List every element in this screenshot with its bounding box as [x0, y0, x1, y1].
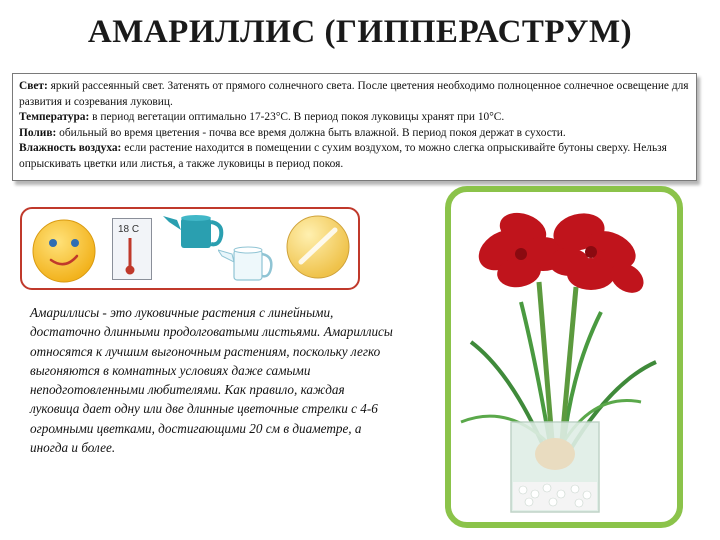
smiley-sun-icon	[31, 218, 97, 289]
thermometer-label: 18 С	[118, 224, 140, 235]
watering-can-blue-icon	[163, 210, 225, 257]
amaryllis-photo	[445, 186, 683, 528]
care-watering	[19, 126, 690, 142]
care-humidity	[19, 141, 690, 172]
care-watering-text: обильный во время цветения - почва все время должна быть влажной. В период покоя держат в сухости.	[56, 126, 566, 139]
watering-can-light-icon	[218, 240, 274, 289]
care-humidity-text: если растение находится в помещении с сухим воздухом, то можно слегка опрыскивайте бутоны сверху. Нельзя опрыскивать цветки или листья, а также луковицы в период покоя.	[19, 142, 667, 170]
page-title: АМАРИЛЛИС (ГИППЕРАСТРУМ)	[87, 14, 633, 50]
care-light-text: яркий рассеянный свет. Затенять от прямого солнечного света. После цветения необходимо полноценное солнечное освещение для развития и созревания луковиц.	[19, 80, 689, 108]
care-temperature	[19, 110, 690, 126]
half-shade-icon	[285, 214, 351, 285]
care-light-label: Свет:	[19, 80, 48, 92]
care-info-box	[12, 73, 697, 181]
plant-description: Амариллисы - это луковичные растения с линейными, достаточно длинными продолговатыми листьями. Амариллисы относятся к лучшим выгоночным растениям, поскольку легко выгоняются в комнатных условиях даже самыми неподготовленными любителями. Как правило, каждая луковица дает одну или две длинные цветочные стрелки с 4-6 огромными цветками, достигающими 20 см в диаметре, а иногда и более.	[30, 305, 393, 456]
care-temperature-label: Температура:	[19, 111, 90, 124]
care-temperature-text: в период вегетации оптимально 17-23°С. В период покоя луковицы хранят при 10°С.	[89, 111, 505, 124]
care-humidity-label: Влажность воздуха:	[19, 142, 122, 155]
care-light	[19, 79, 690, 110]
care-watering-label: Полив:	[19, 126, 57, 139]
